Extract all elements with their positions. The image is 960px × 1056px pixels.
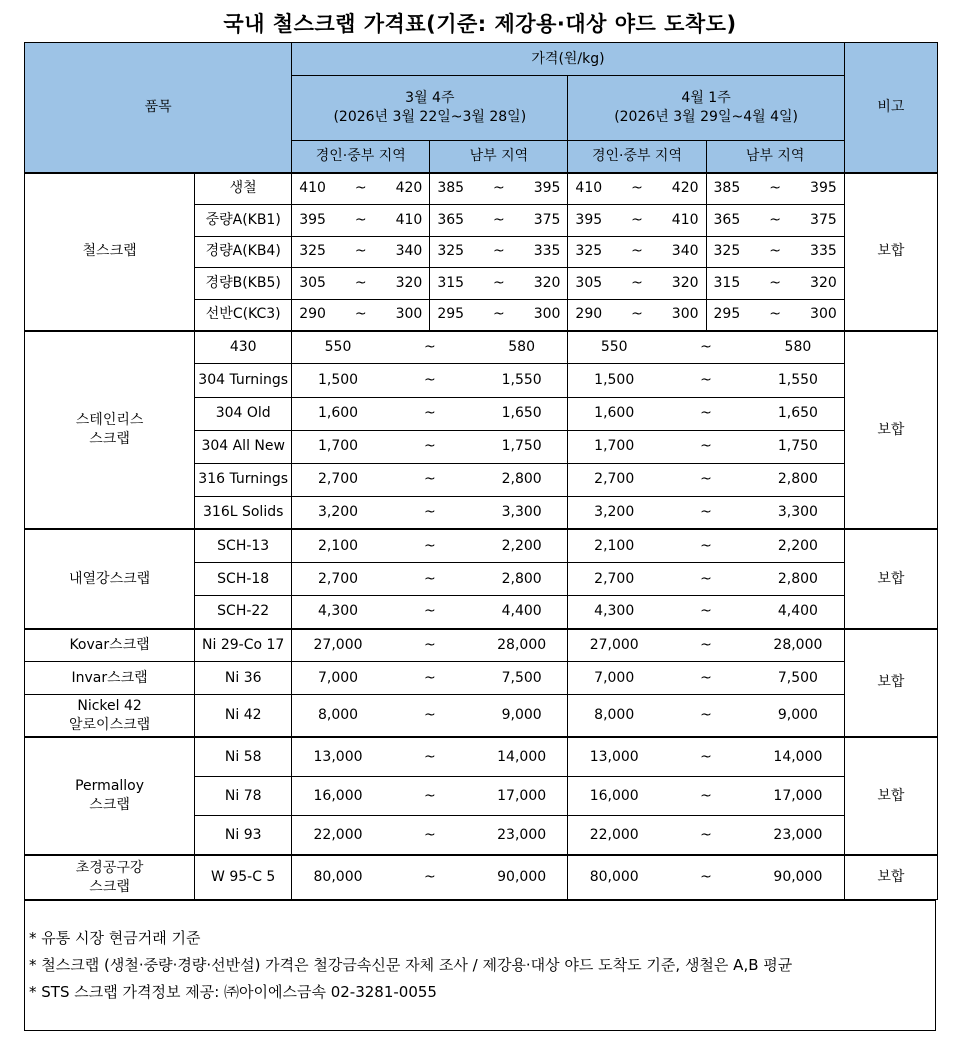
group-name-carbide-line-1: 초경공구강: [75, 859, 144, 876]
price-high: 2,200: [476, 529, 568, 562]
price-low: 1,700: [568, 430, 660, 463]
price-high: 7,500: [476, 662, 568, 695]
price-low: 550: [568, 331, 660, 364]
table-row: [25, 695, 938, 737]
note-2: * 철스크랩 (생철·중량·경량·선반설) 가격은 철강금속신문 자체 조사 / 제강용·대상 야드 도착도 기준, 생철은 A,B 평균: [29, 956, 793, 974]
range-tilde: ~: [660, 563, 752, 596]
header-week-1-range: (2026년 3월 22일~3월 28일): [333, 109, 527, 126]
sub-item: 316L Solids: [195, 496, 292, 529]
price-low: 385: [430, 173, 476, 205]
range-tilde: ~: [660, 737, 752, 776]
price-high: 17,000: [476, 776, 568, 815]
sub-item: 선반C(KC3): [195, 299, 292, 331]
price-low: 2,700: [568, 463, 660, 496]
range-tilde: ~: [338, 204, 384, 236]
price-high: 1,750: [476, 430, 568, 463]
range-tilde: ~: [660, 776, 752, 815]
price-low: 4,300: [568, 596, 660, 629]
price-low: 290: [292, 299, 338, 331]
price-low: 550: [292, 331, 384, 364]
group-name-kovar: Kovar스크랩: [25, 629, 195, 662]
price-low: 13,000: [292, 737, 384, 776]
group-name-heat: 내열강스크랩: [25, 529, 195, 628]
price-high: 320: [384, 268, 430, 300]
range-tilde: ~: [614, 204, 660, 236]
price-high: 28,000: [476, 629, 568, 662]
sub-item: Ni 78: [195, 776, 292, 815]
range-tilde: ~: [614, 299, 660, 331]
price-high: 320: [522, 268, 568, 300]
range-tilde: ~: [384, 596, 476, 629]
price-high: 7,500: [752, 662, 844, 695]
sub-item: Ni 29-Co 17: [195, 629, 292, 662]
price-low: 4,300: [292, 596, 384, 629]
price-low: 16,000: [292, 776, 384, 815]
price-high: 340: [660, 236, 706, 268]
range-tilde: ~: [660, 629, 752, 662]
price-low: 325: [292, 236, 338, 268]
price-low: 365: [430, 204, 476, 236]
price-table-body: [25, 43, 938, 900]
group-name-permalloy-line-2: 스크랩: [89, 797, 130, 814]
price-low: 3,200: [568, 496, 660, 529]
price-high: 395: [798, 173, 844, 205]
range-tilde: ~: [476, 299, 522, 331]
range-tilde: ~: [384, 629, 476, 662]
page-title: 국내 철스크랩 가격표(기준: 제강용·대상 야드 도착도): [223, 12, 737, 36]
table-row: [25, 662, 938, 695]
range-tilde: ~: [660, 596, 752, 629]
price-high: 14,000: [476, 737, 568, 776]
header-region-central-2: 경인·중부 지역: [568, 141, 706, 173]
remark-steel: 보합: [844, 173, 937, 331]
price-high: 300: [798, 299, 844, 331]
price-high: 17,000: [752, 776, 844, 815]
remark-alloy: 보합: [844, 629, 937, 737]
price-low: 1,700: [292, 430, 384, 463]
price-high: 3,300: [476, 496, 568, 529]
header-region-south-2: 남부 지역: [706, 141, 844, 173]
range-tilde: ~: [660, 695, 752, 737]
price-high: 2,800: [752, 463, 844, 496]
price-high: 4,400: [752, 596, 844, 629]
price-low: 395: [568, 204, 614, 236]
price-low: 1,600: [292, 397, 384, 430]
price-high: 375: [522, 204, 568, 236]
range-tilde: ~: [384, 563, 476, 596]
group-name-stainless: [25, 331, 195, 530]
sub-item: Ni 58: [195, 737, 292, 776]
header-price: 가격(원/kg): [292, 43, 845, 76]
price-low: 410: [568, 173, 614, 205]
range-tilde: ~: [338, 236, 384, 268]
group-name-invar: Invar스크랩: [25, 662, 195, 695]
sub-item: W 95-C 5: [195, 855, 292, 899]
range-tilde: ~: [752, 236, 798, 268]
table-row: [25, 737, 938, 776]
range-tilde: ~: [384, 397, 476, 430]
price-low: 1,600: [568, 397, 660, 430]
price-high: 335: [522, 236, 568, 268]
range-tilde: ~: [752, 173, 798, 205]
range-tilde: ~: [384, 529, 476, 562]
range-tilde: ~: [384, 776, 476, 815]
sub-item: 304 Turnings: [195, 364, 292, 397]
range-tilde: ~: [338, 173, 384, 205]
price-low: 315: [706, 268, 752, 300]
price-high: 14,000: [752, 737, 844, 776]
range-tilde: ~: [752, 299, 798, 331]
range-tilde: ~: [476, 173, 522, 205]
range-tilde: ~: [384, 737, 476, 776]
group-name-nickel-line-1: Nickel 42: [77, 697, 142, 714]
group-name-steel: 철스크랩: [25, 173, 195, 331]
range-tilde: ~: [660, 430, 752, 463]
price-low: 80,000: [568, 855, 660, 899]
sub-item: Ni 36: [195, 662, 292, 695]
price-low: 7,000: [568, 662, 660, 695]
price-low: 16,000: [568, 776, 660, 815]
price-low: 295: [430, 299, 476, 331]
table-row: [25, 173, 938, 205]
group-name-carbide: [25, 855, 195, 899]
price-high: 9,000: [752, 695, 844, 737]
remark-stainless: 보합: [844, 331, 937, 530]
price-high: 1,550: [476, 364, 568, 397]
sub-item: SCH-13: [195, 529, 292, 562]
price-high: 1,550: [752, 364, 844, 397]
price-low: 325: [568, 236, 614, 268]
price-high: 23,000: [752, 816, 844, 855]
range-tilde: ~: [660, 855, 752, 899]
sub-item: 중량A(KB1): [195, 204, 292, 236]
note-1: * 유통 시장 현금거래 기준: [29, 929, 201, 947]
price-low: 305: [292, 268, 338, 300]
remark-permalloy: 보합: [844, 737, 937, 855]
price-low: 2,100: [568, 529, 660, 562]
range-tilde: ~: [384, 364, 476, 397]
price-high: 2,800: [476, 463, 568, 496]
range-tilde: ~: [752, 268, 798, 300]
price-high: 335: [798, 236, 844, 268]
range-tilde: ~: [384, 816, 476, 855]
price-high: 2,200: [752, 529, 844, 562]
notes-box: [24, 899, 936, 1031]
remark-heat: 보합: [844, 529, 937, 628]
header-week-1: [292, 76, 568, 141]
price-low: 290: [568, 299, 614, 331]
price-high: 1,650: [476, 397, 568, 430]
price-low: 315: [430, 268, 476, 300]
range-tilde: ~: [384, 331, 476, 364]
range-tilde: ~: [660, 496, 752, 529]
range-tilde: ~: [660, 463, 752, 496]
sub-item: SCH-18: [195, 563, 292, 596]
price-high: 9,000: [476, 695, 568, 737]
price-high: 1,750: [752, 430, 844, 463]
price-low: 8,000: [292, 695, 384, 737]
price-high: 90,000: [752, 855, 844, 899]
price-high: 300: [660, 299, 706, 331]
header-region-south-1: 남부 지역: [430, 141, 568, 173]
price-high: 3,300: [752, 496, 844, 529]
range-tilde: ~: [614, 173, 660, 205]
range-tilde: ~: [384, 662, 476, 695]
price-high: 410: [384, 204, 430, 236]
sub-item: SCH-22: [195, 596, 292, 629]
price-low: 7,000: [292, 662, 384, 695]
sub-item: 경량B(KB5): [195, 268, 292, 300]
price-low: 365: [706, 204, 752, 236]
range-tilde: ~: [338, 268, 384, 300]
group-name-stainless-line-1: 스테인리스: [75, 412, 144, 429]
price-high: 420: [660, 173, 706, 205]
price-low: 2,700: [292, 563, 384, 596]
range-tilde: ~: [476, 204, 522, 236]
price-low: 2,700: [568, 563, 660, 596]
range-tilde: ~: [338, 299, 384, 331]
price-low: 22,000: [292, 816, 384, 855]
price-low: 395: [292, 204, 338, 236]
price-low: 80,000: [292, 855, 384, 899]
price-low: 2,100: [292, 529, 384, 562]
price-high: 300: [522, 299, 568, 331]
price-low: 8,000: [568, 695, 660, 737]
price-high: 300: [384, 299, 430, 331]
price-low: 385: [706, 173, 752, 205]
range-tilde: ~: [660, 364, 752, 397]
price-high: 410: [660, 204, 706, 236]
price-high: 320: [660, 268, 706, 300]
price-high: 320: [798, 268, 844, 300]
price-high: 90,000: [476, 855, 568, 899]
header-week-2-label: 4월 1주: [681, 90, 731, 107]
group-name-permalloy: [25, 737, 195, 855]
price-low: 1,500: [568, 364, 660, 397]
range-tilde: ~: [384, 463, 476, 496]
range-tilde: ~: [384, 496, 476, 529]
sub-item: Ni 42: [195, 695, 292, 737]
group-name-nickel-line-2: 알로이스크랩: [69, 716, 151, 733]
table-row: [25, 529, 938, 562]
header-week-2-range: (2026년 3월 29일~4월 4일): [614, 109, 798, 126]
header-week-2: [568, 76, 844, 141]
group-name-carbide-line-2: 스크랩: [89, 878, 130, 895]
range-tilde: ~: [476, 236, 522, 268]
price-low: 2,700: [292, 463, 384, 496]
header-item: 품목: [25, 43, 292, 173]
price-low: 295: [706, 299, 752, 331]
range-tilde: ~: [384, 855, 476, 899]
header-region-central-1: 경인·중부 지역: [292, 141, 430, 173]
table-row: [25, 629, 938, 662]
sub-item: 304 Old: [195, 397, 292, 430]
price-high: 28,000: [752, 629, 844, 662]
price-low: 1,500: [292, 364, 384, 397]
price-high: 375: [798, 204, 844, 236]
sub-item: 316 Turnings: [195, 463, 292, 496]
price-low: 22,000: [568, 816, 660, 855]
price-high: 395: [522, 173, 568, 205]
note-3: * STS 스크랩 가격정보 제공: ㈜아이에스금속 02-3281-0055: [29, 983, 437, 1001]
header-remark: 비고: [844, 43, 937, 173]
remark-carbide: 보합: [844, 855, 937, 899]
price-high: 2,800: [476, 563, 568, 596]
range-tilde: ~: [614, 268, 660, 300]
price-high: 420: [384, 173, 430, 205]
price-high: 2,800: [752, 563, 844, 596]
price-high: 23,000: [476, 816, 568, 855]
price-low: 3,200: [292, 496, 384, 529]
range-tilde: ~: [660, 397, 752, 430]
range-tilde: ~: [660, 816, 752, 855]
range-tilde: ~: [660, 529, 752, 562]
table-row: [25, 855, 938, 899]
range-tilde: ~: [384, 695, 476, 737]
group-name-stainless-line-2: 스크랩: [89, 431, 130, 448]
sub-item: 304 All New: [195, 430, 292, 463]
range-tilde: ~: [476, 268, 522, 300]
sub-item: 생철: [195, 173, 292, 205]
price-low: 27,000: [568, 629, 660, 662]
group-name-nickel: [25, 695, 195, 737]
price-low: 410: [292, 173, 338, 205]
table-row: [25, 331, 938, 364]
range-tilde: ~: [752, 204, 798, 236]
sub-item: Ni 93: [195, 816, 292, 855]
price-high: 580: [752, 331, 844, 364]
header-week-1-label: 3월 4주: [405, 90, 455, 107]
price-high: 1,650: [752, 397, 844, 430]
price-low: 27,000: [292, 629, 384, 662]
price-high: 4,400: [476, 596, 568, 629]
range-tilde: ~: [660, 331, 752, 364]
price-low: 305: [568, 268, 614, 300]
sub-item: 경량A(KB4): [195, 236, 292, 268]
price-low: 325: [706, 236, 752, 268]
price-table: [24, 42, 938, 900]
range-tilde: ~: [660, 662, 752, 695]
group-name-permalloy-line-1: Permalloy: [75, 778, 145, 795]
price-high: 580: [476, 331, 568, 364]
price-high: 340: [384, 236, 430, 268]
price-low: 325: [430, 236, 476, 268]
price-low: 13,000: [568, 737, 660, 776]
range-tilde: ~: [384, 430, 476, 463]
range-tilde: ~: [614, 236, 660, 268]
sub-item: 430: [195, 331, 292, 364]
